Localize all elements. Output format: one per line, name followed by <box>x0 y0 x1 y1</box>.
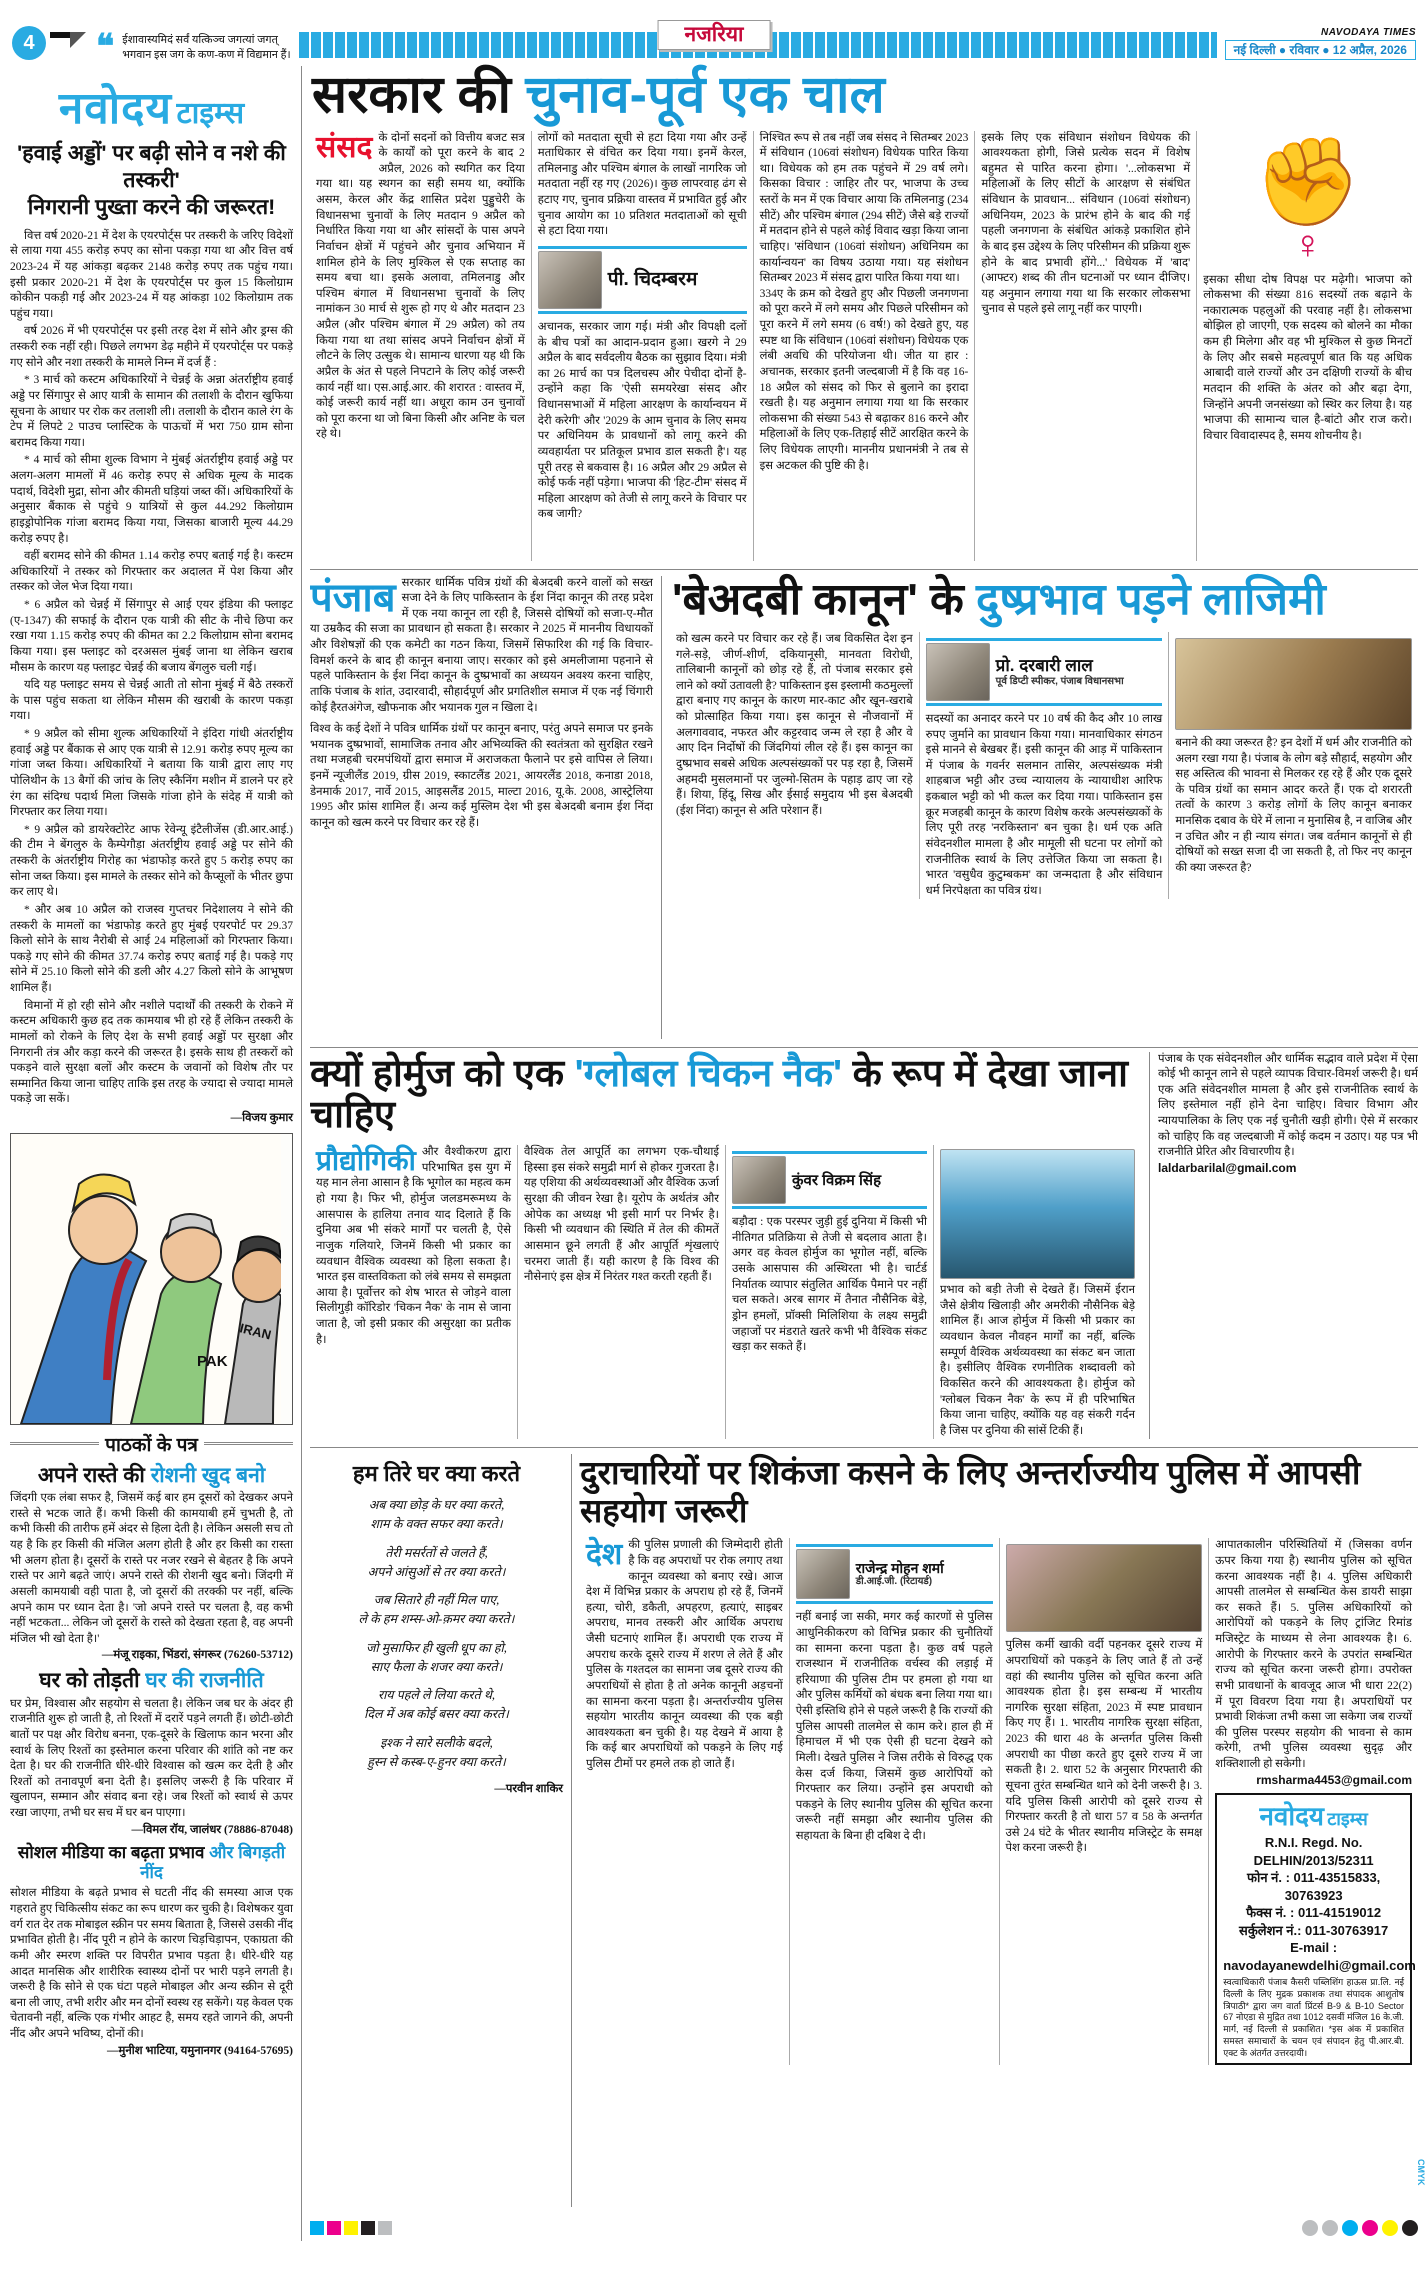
editorial-paragraph: विमानों में हो रही सोने और नशीले पदार्थों की तस्करी के रोकने में कस्टम अधिकारी कुछ हद तक कामयाब भी हो रहे हैं लेकिन तस्करी के मामलों को रोकने के लिए देश के सभी हवाई अड्डों पर सुरक्षा और निगरानी तंत्र और कड़ा करने की जरूरत है। इसके साथ ही तस्करों को पकड़ने वाले सुरक्षा बलों और कस्टम के जवानों को विशेष तौर पर सम्मानित किया जाना चाहिए ताकि इस तरह के ज्यादा से ज्यादा मामले पकड़े जा सकें। <box>10 999 293 1106</box>
letter-2 <box>10 1668 293 1836</box>
page-header <box>10 6 1418 67</box>
lead-col-4 <box>975 131 1197 561</box>
lead-col-1 <box>310 131 532 561</box>
beadabi-author-title: पूर्व डिप्टी स्पीकर, पंजाब विधानसभा <box>995 675 1124 687</box>
poem-box <box>310 1454 572 2207</box>
hormuz-kicker: प्रौद्योगिकी <box>316 1145 416 1177</box>
editorial-paragraph: * 9 अप्रैल को डायरेक्टोरेट आफ रेवेन्यू इंटैलीजेंस (डी.आर.आई.) की टीम ने बेंगलुरु के कैम्पेगौड़ा अंतर्राष्ट्रीय हवाई अड्डे पर सोने की तस्करी के अंतर्राष्ट्रीय गिरोह का भंडाफोड़ करते हुए 5 करोड़ रुपए का सोना जब्त किया। इस मामले के तस्कर सोने को कैप्सूलों के भीतर छुपा कर लाए थे। <box>10 823 293 899</box>
imprint-masthead-word2: टाइम्स <box>1327 1808 1368 1829</box>
editorial-paragraph: वित्त वर्ष 2020-21 में देश के एयरपोर्ट्स पर तस्करी के जरिए विदेशों से लाया गया 455 करोड़ रुपए का सोना पकड़ा गया था और वित्त वर्ष 2023-24 में यह आंकड़ा बढ़कर 2148 करोड़ रुपए तक पहुंच गया। इसी प्रकार 2020-21 में देश के एयरपोर्ट्स पर कुल 15 किलोग्राम कोकीन पकड़ी गई और 2023-24 में यह आंकड़ा 102 किलोग्राम तक पहुंच गया। <box>10 229 293 320</box>
masthead-word1: नवोदय <box>58 84 173 133</box>
gray-dot <box>1322 2220 1338 2236</box>
beadabi-col-2-text: सदस्यों का अनादर करने पर 10 वर्ष की कैद और 10 लाख रुपए जुर्माने का प्रावधान किया गया। मानवाधिकार संगठन इसे मानने से बेखबर हैं। इसी कानून की आड़ में पाकिस्तान में पंजाब के गवर्नर सलमान तासिर, अल्पसंख्यक मंत्री शाहबाज भट्टी और उच्च न्यायालय के न्यायाधीश आरिफ इकबाल भट्टी को भी कत्ल कर दिया गया। पाकिस्तान इस क्रूर मजहबी कानून के कारण विशेष करके अल्पसंख्यकों के लिए पूरी तरह 'नरकिस्तान' बन चुका है। धर्म एक अति संवेदनशील मामला है और मामूली सी घटना पर लोगों को राजनीतिक स्वार्थ के लिए उत्तेजित किया जा सकता है। भारत 'वसुधैव कुटुम्बकम' का जन्मदाता है और संविधान धर्म निरपेक्षता का पवित्र ग्रंथ। <box>925 712 1163 897</box>
lead-col-2 <box>532 131 754 561</box>
hormuz-headline-blue: 'ग्लोबल चिकन नैक' <box>574 1052 843 1095</box>
hormuz-col-1 <box>310 1145 518 1439</box>
beadabi-author-name: प्रो. दरबारी लाल <box>995 656 1093 676</box>
editorial-signature: —विजय कुमार <box>230 1112 293 1124</box>
letter-2-title-black: घर को तोड़ती <box>39 1669 146 1693</box>
police-col-2-text: नहीं बनाई जा सकी, मगर कई कारणों से पुलिस आधुनिकीकरण को विभिन्न प्रकार की चुनौतियों का सामना करना पड़ता है। कुछ वर्ष पहले राजस्थान में राजनीतिक वर्चस्व की लड़ाई में हरियाणा की पुलिस टीम पर हमला हो गया था और पुलिस कर्मियों को बंधक बना लिया गया था। ऐसी इस्तिथि होने से पहले जरूरी है कि राज्यों की पुलिस आपसी तालमेल से काम करे। हाल ही में हिमाचल में भी एक ऐसी ही घटना देखने को मिली। देखते पुलिस ने जिस तरीके से विरुद्ध एक केस दर्ज किया, जिसमें कुछ आरोपियों को गिरफ्तार कर लिया। उन्होंने इस अपराधी को पकड़ने के लिए स्थानीय पुलिस की सूचित करना जरूरी नहीं समझा और स्थानीय पुलिस की सहायता के बिना ही दबिश दे दी। <box>795 1611 993 1843</box>
masthead-flag-icon <box>50 32 90 62</box>
letters-section-title: पाठकों के पत्र <box>105 1435 198 1456</box>
police-col-3-text: पुलिस कर्मी खाकी वर्दी पहनकर दूसरे राज्य में अपराधियों को पकड़ने के लिए जाते हैं तो उन्हें वहां की स्थानीय पुलिस को सूचित करना अति आवश्यक होता है। इस सम्बन्ध में भारतीय नागरिक सुरक्षा संहिता, 2023 में स्पष्ट प्रावधान किए गए हैं। 1. भारतीय नागरिक सुरक्षा संहिता, 2023 की धारा 48 के अन्तर्गत पुलिस किसी अपराधी का पीछा करते हुए दूसरे राज्य में जा सकती है। 2. धारा 52 के अनुसार गिरफ्तारी की सूचना तुरंत सम्बन्धित थाने को देनी जरूरी है। 3. यदि पुलिस किसी आरोपी को दूसरे राज्य से गिरफ्तार करती है तो धारा 57 व 58 के अन्तर्गत उसे 24 घंटे के भीतर स्थानीय मजिस्ट्रेट के समक्ष पेश करना जरूरी है। <box>1005 1639 1203 1855</box>
police-article <box>572 1454 1418 2207</box>
lead-col-4-text: इसके लिए एक संविधान संशोधन विधेयक की आवश्यकता होगी, जिसे प्रत्येक सदन में विशेष बहुमत से पारित करना होगा। '...लोकसभा में महिलाओं के लिए सीटों के आरक्षण से संबंधित संविधान के प्रावधान... संविधान (106वां संशोधन) अधिनियम, 2023 के प्रारंभ होने के बाद की गई पहली जनगणना के संबंधित आंकड़े प्रकाशित होने के बाद इस उद्देश्य के लिए परिसीमन की प्रक्रिया शुरू होने के बाद प्रभावी होंगे...' विधेयक में 'बाद' (आफ्टर) शब्द की तीन घटनाओं पर ध्यान दीजिए। यह अनुमान लगाया गया था कि सरकार लोकसभा चुनाव से पहले इसे लागू नहीं कर पाएगी। <box>981 131 1191 316</box>
lead-article-columns <box>310 131 1418 561</box>
editorial-headline-line2: निगरानी पुख्ता करने की जरूरत! <box>27 194 276 219</box>
lead-col-2-text-b: अचानक, सरकार जाग गई। मंत्री और विपक्षी दलों के बीच पत्रों का आदान-प्रदान हुआ। खरगे ने 29 अप्रैल के बाद सर्वदलीय बैठक का सुझाव दिया। मंत्री का 26 मार्च का पत्र दिलचस्प और पेचीदा दोनों है-उन्होंने कहा कि 'ऐसी समयरेखा संसद और विधानसभाओं में महिला आरक्षण के कार्यान्वयन में देरी करेगी' और '2029 के आम चुनाव के लिए समय पर अधिनियम के प्रावधानों को लागू करने की व्यवहार्यता पर प्रतिकूल प्रभाव डाल सकती है'। यह पूरी तरह से बकवास है। 16 अप्रैल और 29 अप्रैल से कोई फर्क नहीं पड़ेगा। भाजपा की 'हिट-टीम' संसद में महिला आरक्षण को तेजी से लागू करने के विचार पर कब जागी? <box>537 320 747 521</box>
dateline: नई दिल्ली ● रविवार ● 12 अप्रैल, 2026 <box>1225 40 1416 60</box>
police-col-2 <box>790 1538 1000 2065</box>
letter-1-title <box>10 1463 293 1488</box>
hormuz-headline-black2: के रूप में देखा जाना चाहिए <box>310 1052 1128 1137</box>
press-registration-marks <box>310 2215 1418 2241</box>
cartoon-label-iran: IRAN <box>238 1320 273 1343</box>
lead-col-5 <box>1197 131 1418 561</box>
header-right <box>1225 27 1416 60</box>
letter-3 <box>10 1843 293 2058</box>
hormuz-col-1-text: और वैश्वीकरण द्वारा परिभाषित इस युग में यह मान लेना आसान है कि भूगोल का महत्व कम हो गया है। फिर भी, होर्मुज जलडमरूमध्य के आसपास के हालिया तनाव याद दिलाते हैं कि दुनिया अब भी संकरे मार्गों पर चलती है, ऐसे नाजुक गलियारे, जिनमें किसी भी प्रकार का व्यवधान वैश्विक व्यवस्था को हिला सकता है। भारत इस वास्तविकता को लंबे समय से समझता आया है। पूर्वोत्तर को शेष भारत से जोड़ने वाला सिलीगुड़ी कॉरिडोर 'चिकन नैक' के नाम से जाना जाता है, जो इसी प्रकार की असुरक्षा का प्रतीक है। <box>316 1146 511 1346</box>
cartoon-label-pak: PAK <box>197 1353 228 1370</box>
imprint-fineprint: स्वत्वाधिकारी पंजाब कैसरी पब्लिशिंग हाऊस प्रा.लि. नई दिल्ली के लिए मुद्रक प्रकाशक तथा संपादक आशुतोष त्रिपाठी* द्वारा जग वार्ता प्रिंटर्स B-9 & B-10 Sector 67 नोएडा से मुद्रित तथा 1012 दसवीं मंजिल 16 के.जी. मार्ग, नई दिल्ली से प्रकाशित। *इस अंक में प्रकाशित समस्त समाचारों के चयन एवं संपादन हेतु पी.आर.बी. एक्ट के अंतर्गत उत्तरदायी। <box>1223 1977 1404 2058</box>
editorial-cartoon <box>10 1133 293 1425</box>
women-reservation-fist-icon: ✊ ♀ <box>1254 133 1362 267</box>
fourth-band <box>310 1447 1418 2207</box>
imprint-masthead-word1: नवोदय <box>1259 1800 1324 1831</box>
cyan-square <box>310 2221 324 2235</box>
poem-couplet: तेरी मसर्रतों से जलते हैं, अपने आंसुओं से तर क्या करते। <box>367 1545 506 1579</box>
editorial-paragraph: वहीं बरामद सोने की कीमत 1.14 करोड़ रुपए बताई गई है। कस्टम अधिकारियों ने तस्कर को गिरफ्तार कर अदालत में पेश किया और तस्कर को जेल भेज दिया गया। <box>10 550 293 594</box>
author-photo-chidambaram <box>538 251 602 309</box>
letter-1 <box>10 1463 293 1662</box>
punjab-kicker: पंजाब <box>310 575 396 620</box>
letter-2-title <box>10 1668 293 1693</box>
lead-author-card <box>538 246 747 314</box>
author-photo-darbari-lal <box>926 643 990 701</box>
letter-1-body: जिंदगी एक लंबा सफर है, जिसमें कई बार हम दूसरों को देखकर अपने रास्ते से भटक जाते हैं। कभी किसी की कामयाबी हमें चुभती है, तो कभी किसी की तारीफ हमें अंदर से हिला देती है। लेकिन असली सच तो यह है कि हर किसी की मंजिल अलग होती है और हर किसी का रास्ता भी अलग होता है। दूसरों के रास्ते पर नजर रखने से बेहतर है कि अपने रास्ते पर आगे बढ़ते जाएं। अपने रास्ते की रोशनी खुद बनो। जिंदगी में असली कामयाबी वही पाता है, जो दूसरों की तरक्की पर नहीं, बल्कि अपने काम पर ध्यान देता है। 'जो अपने रास्ते पर चलता है, वह कभी नहीं भटकता... लेकिन जो दूसरों के रास्ते को देखता रहता है, वह अपनी मंजिल भी खो देता है।' <box>10 1492 293 1645</box>
hormuz-headline-black1: क्यों होर्मुज को एक <box>310 1052 575 1095</box>
motto-line2: भगवान इस जग के कण-कण में विद्यमान हैं। <box>122 48 291 61</box>
gray-square <box>378 2221 392 2235</box>
hormuz-headline <box>310 1054 1141 1138</box>
police-col-1-text: की पुलिस प्रणाली की जिम्मेदारी होती है कि वह अपराधों पर रोक लगाए तथा कानून व्यवस्था को बनाए रखे। आज देश में विभिन्न प्रकार के अपराध हो रहे हैं, जिनमें हत्या, चोरी, डकैती, अपहरण, हत्याएं, साइबर अपराध, मानव तस्करी और आर्थिक अपराध जैसी घटनाएं शामिल हैं। अपराधी एक राज्य में अपराध करके दूसरे राज्य में शरण ले लेते हैं और पुलिस के गश्तदल का सामना जब दूसरे राज्य की अपराधियों से होता है तो अनेक कानूनी अड़चनों का सामना करना पड़ता है। अन्तर्राज्यीय पुलिस सहयोग भारतीय कानून व्यवस्था की एक बड़ी आवश्यकता बन चुकी है। यह देखने में आया है कि कई बार अपराधियों को पकड़ने के लिए गई पुलिस टीमों पर हमले तक हो जाते हैं। <box>586 1539 783 1771</box>
beadabi-col-2 <box>920 632 1170 900</box>
police-col-1 <box>580 1538 790 2065</box>
police-kicker: देश <box>586 1538 623 1572</box>
lead-col-3-text-a: निश्चित रूप से तब नहीं जब संसद ने सितम्बर 2023 में संविधान (106वां संशोधन) विधेयक पारित किया था। विधेयक को हम तक पहुंचने में 29 वर्ष लगे। किसका विचार : जाहिर तौर पर, भाजपा के उच्च स्तरों के मन में एक विचार आया कि तमिलनाडु (234 सीटें) और पश्चिम बंगाल (294 सीटें) जैसे बड़े राज्यों में मतदान होने से पहले कोई विवाद खड़ा किया जाना चाहिए। 'संविधान (106वां संशोधन) अधिनियम का कार्यान्वयन' का विषय उठाया गया। यह संशोधन सितम्बर 2023 में संसद द्वारा पारित किया गया था। <box>759 131 969 285</box>
beadabi-headline-blue: दुष्प्रभाव पड़ने लाजिमी <box>976 574 1326 624</box>
punjab-article <box>310 576 662 1039</box>
lead-col-1-text: के दोनों सदनों को वित्तीय बजट सत्र के कार्यों को पूरा करने के बाद 2 अप्रैल, 2026 को स्थगित कर दिया गया था। यह स्थगन का सही समय था, क्योंकि असम, केरल और केंद्र शासित प्रदेश पुड्डुचेरी के विधानसभा चुनावों के लिए मतदान 9 अप्रैल को निर्धारित किया गया था और सांसदों के पास अपने निर्वाचन क्षेत्रों में पहुंचने और चुनाव अभियान में शामिल होने के लिए मुश्किल से एक सप्ताह का समय बचा था। इसके अलावा, तमिलनाडु और पश्चिम बंगाल में विधानसभा चुनावों के लिए नामांकन 30 मार्च से शुरू हो गए थे और मतदान 23 अप्रैल (और पश्चिम बंगाल में 29 अप्रैल) को तय किया गया था तथा सांसद अपने निर्वाचन क्षेत्रों में लौटने के लिए उत्सुक थे। सामान्य धारणा यह थी कि अप्रैल के अंत से पहले निपटाने के लिए कोई जरूरी कार्य नहीं था। एस.आई.आर. की शरारत : वास्तव में, कोई जरूरी कार्य नहीं था। अधूरा काम उन चुनावों को पूरा करना था जो बिना किसी और अनिष्ट के चल रहे थे। <box>316 131 525 441</box>
punjab-body-2: विश्व के कई देशों ने पवित्र धार्मिक ग्रंथों पर कानून बनाए, परंतु अपने समाज पर इनके भयानक दुष्प्रभावों, सामाजिक तनाव और अभिव्यक्ति की स्वतंत्रता को सुरक्षित रखने तथा मजहबी चरमपंथियों द्वारा समाज में अराजकता फैलाने पर इसे वापिस ले लिया। इनमें न्यूजीलैंड 2019, ग्रीस 2019, स्काटलैंड 2021, आयरलैंड 2018, कनाडा 2018, डेनमार्क 2017, नार्वे 2015, आइसलैंड 2015, माल्टा 2016, यू.के. 2008, आस्ट्रेलिया 1995 और फ्रांस शामिल हैं। अन्य कई मुस्लिम देश भी इस बेअदबी बनाम ईश निंदा कानून को खत्म करने पर विचार कर रहे हैं। <box>310 723 653 829</box>
imprint-box <box>1215 1793 1416 2066</box>
letter-3-body: सोशल मीडिया के बढ़ते प्रभाव से घटती नींद की समस्या आज एक गहराते हुए चिकित्सीय संकट का रूप धारण कर चुकी है। विशेषकर युवा वर्ग रात देर तक मोबाइल स्क्रीन पर समय बिताता है, जिससे उसकी नींद प्रभावित होती है। नींद पूरी न होने के कारण चिड़चिड़ापन, एकाग्रता की कमी और स्मरण शक्ति पर विपरीत प्रभाव पड़ता है। धीरे-धीरे यह आदत मानसिक और शारीरिक स्वास्थ्य दोनों पर भारी पड़ने लगती है। जरूरी है कि सोने से एक घंटा पहले मोबाइल और अन्य स्क्रीन से दूरी बना ली जाए, तभी शरीर और मन दोनों स्वस्थ रह सकेंगे। यह केवल एक चेतावनी नहीं, बल्कि एक गंभीर आहट है, समय रहते जागने की, अपनी नींद और अपने भविष्य, दोनों की। <box>10 1887 293 2041</box>
regmarks-right <box>1302 2220 1418 2236</box>
lead-headline <box>312 68 1418 123</box>
motto-line1: ईशावास्यमिदं सर्वं यत्किञ्च जगत्यां जगत् <box>122 34 278 47</box>
quote-icon: ❝ <box>96 27 115 67</box>
cyan-dot <box>1342 2220 1358 2236</box>
poem-couplet: राय पहले ले लिया करते थे, दिल में अब कोई बसर क्या करते। <box>364 1688 509 1722</box>
hormuz-col-4-text: प्रभाव को बड़ी तेजी से देखते हैं। जिसमें ईरान जैसे क्षेत्रीय खिलाड़ी और अमरीकी नौसैनिक बेड़े शामिल हैं। आज होर्मुज में किसी भी प्रकार का व्यवधान केवल नौवहन मार्गों का नहीं, बल्कि सम्पूर्ण वैश्विक अर्थव्यवस्था का संकट बन जाता है। इसीलिए वैश्विक रणनीतिक शब्दावली को विकसित करने की आवश्यकता है। होर्मुज को 'ग्लोबल चिकन नैक' के रूप में ही परिभाषित किया जाना चाहिए, क्योंकि यह वह संकरी गर्दन है जिस पर दुनिया की सांसें टिकी हैं। <box>940 1284 1135 1437</box>
beadabi-columns <box>670 632 1418 900</box>
masthead-word2: टाइम्स <box>176 97 245 130</box>
lead-col-3-text-b: 334ए के क्रम को देखते हुए और पिछली जनगणना को पूरा करने में लगे समय और पिछले परिसीमन को पूरा करने में लगे समय (6 वर्ष!) को देखते हुए, यह स्पष्ट था कि संविधान (106वां संशोधन) विधेयक एक लंबी अवधि की परियोजना थी। जीत या हार : अचानक, सरकार इतनी जल्दबाजी में है कि वह 16-18 अप्रैल को संसद को फिर से बुलाने का इरादा रखती है। यह अनुमान लगाया गया था कि सरकार लोकसभा की संख्या 543 से बढ़ाकर 816 करने और महिलाओं के लिए एक-तिहाई सीटें आरक्षित करने के लिए विधेयक लाएगी। माननीय प्रधानमंत्री ने तब से इस अटकल की पुष्टि की है। <box>759 287 969 472</box>
imprint-rni: R.N.I. Regd. No. DELHIN/2013/52311 <box>1253 1835 1374 1868</box>
poem-couplet: इश्क ने सारे सलीके बदले, हुस्न से कस्ब-ए-हुनर क्या करते। <box>367 1735 506 1769</box>
author-photo-rm-sharma <box>796 1549 850 1599</box>
hormuz-article <box>310 1052 1150 1440</box>
letter-1-signature: —मंजू राइका, भिंडरां, संगरूर (76260-53712) <box>101 1649 293 1662</box>
hormuz-col-2 <box>518 1145 726 1439</box>
hormuz-author-name: कुंवर विक्रम सिंह <box>792 1171 882 1189</box>
poem-signature: —परवीन शाकिर <box>494 1783 563 1796</box>
main-area <box>302 66 1418 2241</box>
police-columns <box>580 1538 1418 2065</box>
brand-name: NAVODAYA TIMES <box>1321 27 1416 38</box>
poem-couplet: जब सितारे ही नहीं मिल पाए, ले के हम शम्स-ओ-क़मर क्या करते। <box>358 1593 515 1627</box>
motto <box>122 33 290 62</box>
beadabi-headline-black: 'बेअदबी कानून' के <box>672 574 977 624</box>
author-photo-vikram-singh <box>732 1156 786 1204</box>
yellow-dot <box>1382 2220 1398 2236</box>
lead-headline-black: सरकार की <box>312 66 526 124</box>
letter-2-title-blue: घर की राजनीति <box>145 1669 264 1693</box>
imprint-email: E-mail : navodayanewdelhi@gmail.com <box>1223 1940 1416 1973</box>
editorial-paragraph: यदि यह फ्लाइट समय से चेन्नई आती तो सोना मुंबई में बैठे तस्करों के पास पहुंच सकता था लेकिन मौसम की खराबी के कारण पकड़ा गया। <box>10 679 293 723</box>
left-rail <box>10 66 302 2241</box>
letter-3-title <box>10 1843 293 1884</box>
masthead <box>10 76 293 136</box>
lead-col-2-text-a: लोगों को मतदाता सूची से हटा दिया गया और उन्हें मताधिकार से वंचित कर दिया गया। इनमें केरल, तमिलनाडु और पश्चिम बंगाल के लाखों नागरिक जो मतदाता नहीं रह गए (2026)। कुछ लापरवाह ढंग से हटाए गए, चुनाव प्रक्रिया वास्तव में प्रभावित हुई और चुनाव आयोग का 10 प्रतिशत मतदाताओं को सूची से हटा दिया गया। <box>537 131 747 238</box>
letters-rule-left <box>10 1442 99 1447</box>
second-band <box>310 569 1418 1039</box>
police-author-title: डी.आई.जी. (रिटायर्ड) <box>855 1576 933 1588</box>
letter-1-title-black: अपने रास्ते की <box>37 1464 151 1487</box>
police-col-4-text: आपातकालीन परिस्थितियों में (जिसका वर्णन ऊपर किया गया है) स्थानीय पुलिस को सूचित करना आवश्यक नहीं है। 4. पुलिस अधिकारी आपसी तालमेल से सम्बन्धित केस डायरी साझा कर सकते हैं। 5. पुलिस अधिकारियों को आरोपियों को पकड़ने के लिए ट्रांजिट रिमांड मजिस्ट्रेट के माध्यम से लेना आवश्यक है। 6. आरोपी के गिरफ्तार करने के उपरांत सम्बन्धित राज्य को सूचित करना जरूरी होगा। उपरोक्त सभी प्रावधानों के बावजूद आज भी धारा 22(2) में पूरा विवरण दिया गया है। अपराधियों पर प्रभावी शिकंजा तभी कसा जा सकेगा जब राज्यों की पुलिस परस्पर सहयोग की भावना से काम करेगी, तभी पुलिस व्यवस्था सुदृढ़ और शक्तिशाली हो सकेगी। <box>1215 1539 1412 1771</box>
magenta-dot <box>1362 2220 1378 2236</box>
hormuz-author-card <box>732 1151 927 1209</box>
hormuz-col-3-text: बड़ौदा : एक परस्पर जुड़ी हुई दुनिया में किसी भी नीतिगत प्रतिक्रिया से तेजी से बदलाव आता है। अगर वह केवल होर्मुज का भूगोल नहीं, बल्कि उसके आसपास की अस्थिरता भी है। चार्टर्ड निर्यातक व्यापार संतुलित आर्थिक पैमाने पर नहीं चल सकते। अरब सागर में तैनात नौसैनिक बेड़े, ड्रोन हमलों, प्रॉक्सी मिलिशिया के लक्ष्य समुद्री जहाजों पर मंडराते खतरे कभी भी वैश्विक संकट खड़ा कर सकते हैं। <box>732 1216 927 1354</box>
letters-rule-right <box>204 1442 293 1447</box>
third-band <box>310 1047 1418 1440</box>
lead-headline-blue: चुनाव-पूर्व एक चाल <box>525 66 885 124</box>
letter-2-body: घर प्रेम, विश्वास और सहयोग से चलता है। लेकिन जब घर के अंदर ही राजनीति शुरू हो जाती है, तो रिश्तों में दरारें पड़ने लगती हैं। छोटी-छोटी बातों पर पक्ष और विरोध बनना, एक-दूसरे के खिलाफ कान भरना और स्वार्थ के लिए रिश्तों का इस्तेमाल करना परिवार की शांति को नष्ट कर देता है। घर की राजनीति धीरे-धीरे विश्वास को खत्म कर देती है और रिश्तों को तनावपूर्ण बना देती है। इसलिए जरूरी है कि परिवार में खुलापन, सम्मान और संवाद बना रहे। जब रिश्तों को स्वार्थ से ऊपर रखा जाएगा, तभी घर सच में घर बन पाएगा। <box>10 1697 293 1819</box>
imprint-phone: फोन नं. : 011-43515833, 30763923 <box>1246 1870 1381 1903</box>
letters-section-header <box>10 1431 293 1457</box>
editorial-body <box>10 229 293 1108</box>
magenta-square <box>327 2221 341 2235</box>
lead-kicker: संसद <box>316 130 373 164</box>
editorial-paragraph: * 3 मार्च को कस्टम अधिकारियों ने चेन्नई के अन्ना अंतर्राष्ट्रीय हवाई अड्डे पर सिंगापुर से आए यात्री के सामान की तलाशी के दौरान खुफिया सूचना के आधार पर रोक कर तलाशी ली। तलाशी के दौरान काले रंग के टेप में लिपटे 2 पाउच प्लास्टिक के पाऊचों में भरा 750 ग्राम सोना बरामद किया गया। <box>10 374 293 449</box>
gavel-photo <box>1175 638 1412 730</box>
beadabi-sidebar-text: पंजाब के एक संवेदनशील और धार्मिक सद्भाव वाले प्रदेश में ऐसा कोई भी कानून लाने से पहले व्यापक विचार-विमर्श जरूरी है। धर्म एक अति संवेदनशील मामला है और इसे राजनीतिक स्वार्थ के लिए इस्तेमाल नहीं होने देना चाहिए। विचार विभाग और न्यायपालिका के लिए एक नई चुनौती खड़ी होगी। ऐसे में सरकार को चाहिए कि वह जल्दबाजी में कोई कदम न उठाए। यह पत्र भी राजनीति प्रेरित और विचारणीय है। <box>1158 1052 1418 1159</box>
cmyk-label: CMYK <box>1416 2158 1426 2185</box>
hormuz-col-3 <box>726 1145 934 1439</box>
section-title: नजरिया <box>684 23 744 46</box>
police-author-email: rmsharma4453@gmail.com <box>1256 1772 1412 1787</box>
yellow-square <box>344 2221 358 2235</box>
black-dot <box>1402 2220 1418 2236</box>
lead-author-name: पी. चिदम्बरम <box>607 269 698 291</box>
lead-col-3 <box>754 131 976 561</box>
black-square <box>361 2221 375 2235</box>
hormuz-columns <box>310 1145 1141 1439</box>
strait-of-hormuz-photo <box>940 1149 1135 1279</box>
lead-article <box>310 68 1418 561</box>
beadabi-article <box>662 576 1418 1039</box>
editorial-paragraph: * 4 मार्च को सीमा शुल्क विभाग ने मुंबई अंतर्राष्ट्रीय हवाई अड्डे पर अलग-अलग मामलों में 46 करोड़ रुपए से अधिक मूल्य के मादक पदार्थ, विदेशी मुद्रा, सोना और कीमती घड़ियां जब्त कीं। अधिकारियों के अनुसार बैंकाक से पहुंचे 9 यात्रियों से कुल 44.292 किलोग्राम हाइड्रोपोनिक गांजा बरामद किया गया, जिसका बाजारी मूल्य 44.29 करोड़ रुपए है। <box>10 454 293 545</box>
editorial-paragraph: * और अब 10 अप्रैल को राजस्व गुप्तचर निदेशालय ने सोने की तस्करी के मामलों का भंडाफोड़ करते हुए मुंबई एयरपोर्ट पर 29.37 किलो सोने के साथ नैरोबी से आई 24 महिलाओं को गिरफ्तार किया। पकड़े गए सोने की कीमत 37.74 करोड़ रुपए बताई गई है। पकड़े गए सोने में 25.10 किलो सोने की डली और 4.27 किलो सोने के आभूषण शामिल हैं। <box>10 903 293 994</box>
poem-title: हम तिरे घर क्या करते <box>352 1461 521 1487</box>
gray-dot <box>1302 2220 1318 2236</box>
letter-3-signature: —मुनीश भाटिया, यमुनानगर (94164-57695) <box>106 2044 293 2057</box>
punjab-body-1: सरकार धार्मिक पवित्र ग्रंथों की बेअदबी करने वालों को सख्त सजा देने के लिए पाकिस्तान के ईश निंदा कानून की तरह प्रदेश में एक नया कानून ला रही है, जिससे दोषियों को सजा-ए-मौत या उम्रकैद की सजा का प्रावधान हो सकता है। सरकार ने 2025 में माननीय विधायकों और विशेषज्ञों की एक कमेटी का गठन किया, जिसमें सिफारिश की गई कि विचार-विमर्श करने के बाद ही कानून बनाया जाए। सरकार को इसे अमलीजामा पहनाने से पहले पाकिस्तान के ईश निंदा कानून के दुष्प्रभावों का अध्ययन अवश्य करना चाहिए, ताकि पंजाब के शांत, उदारवादी, सौहार्दपूर्ण और प्रगतिशील समाज में एक नई चिंगारी कोई हैरतअंगेज, खौफनाक और भयानक गुल न खिला दे। <box>310 576 653 714</box>
editorial-paragraph: वर्ष 2026 में भी एयरपोर्ट्स पर इसी तरह देश में सोने और ड्रग्स की तस्करी रुक नहीं रही। पिछले लगभग डेढ़ महीने में एयरपोर्ट्स पर पकड़े गए सोने और नशा तस्करी के मामले निम्न में दर्ज हैं : <box>10 325 293 369</box>
beadabi-col-3 <box>1169 632 1418 900</box>
editorial-headline-line1: 'हवाई अड्डों' पर बढ़ी सोने व नशे की तस्करी' <box>17 141 286 192</box>
hormuz-col-4 <box>934 1145 1141 1439</box>
editorial-headline <box>10 140 293 221</box>
imprint-fax: फैक्स नं. : 011-41519012 <box>1246 1905 1382 1921</box>
imprint-masthead <box>1223 1799 1404 1834</box>
editorial-paragraph: * 9 अप्रैल को सीमा शुल्क अधिकारियों ने इंदिरा गांधी अंतर्राष्ट्रीय हवाई अड्डे पर बैंकाक से आए एक यात्री से 12.91 करोड़ रुपए मूल्य का गांजा जब्त किया। अधिकारियों ने बताया कि यात्री द्वारा लाए गए पोलिथीन के 13 बैगों की जांच के लिए स्कैनिंग मशीन में डालने पर हरे रंग का संदिग्ध पदार्थ मिला जिसके गांजा होने के संदेह में यात्री को गिरफ्तार कर लिया गया। <box>10 728 293 819</box>
poem-couplet: अब क्या छोड़ के घर क्या करते, शाम के वक्त सफर क्या करते। <box>368 1498 505 1532</box>
regmarks-left <box>310 2221 392 2235</box>
beadabi-col-3-text: बनाने की क्या जरूरत है? इन देशों में धर्म और राजनीति को अलग रखा गया है। पंजाब के लोग बड़े सौहार्द, सहयोग और सह अस्तित्व की भावना से मिलकर रह रहे हैं और एक दूसरे के पवित्र ग्रंथों का समान आदर करते हैं। एक दो शरारती तत्वों के कारण 3 करोड़ लोगों के लिए कानून बनाकर मानसिक दबाव के घेरे में लाना न मुनासिब है, न वाजिब और न उचित और न ही न्याय संगत। जब वर्तमान कानूनों से ही दोषियों को सख्त सजा दी जा सकती है, तो फिर नए कानून की क्या जरूरत है? <box>1175 736 1413 874</box>
poem-couplet: जो मुसाफिर ही खुली धूप का हो, साए फैला के शजर क्या करते। <box>366 1640 507 1674</box>
police-scene-photo <box>1006 1544 1203 1632</box>
beadabi-author-card <box>926 638 1163 706</box>
letter-2-signature: —विमल रॉय, जालंधर (78886-87048) <box>131 1823 293 1836</box>
letter-3-title-blue: और बिगड़ती नींद <box>140 1842 286 1883</box>
police-author-name: राजेन्द्र मोहन शर्मा <box>855 1560 944 1577</box>
page-number: 4 <box>12 26 46 60</box>
imprint-circulation: सर्कुलेशन नं.: 011-30763917 <box>1239 1922 1389 1938</box>
beadabi-sidebar-column <box>1150 1052 1418 1440</box>
police-headline: दुराचारियों पर शिकंजा कसने के लिए अन्तर्राज्यीय पुलिस में आपसी सहयोग जरूरी <box>580 1454 1361 1530</box>
cartoon-drawing <box>11 1134 281 1424</box>
beadabi-author-email: laldarbarilal@gmail.com <box>1158 1160 1297 1175</box>
hormuz-col-2-text: वैश्विक तेल आपूर्ति का लगभग एक-चौथाई हिस्सा इस संकरे समुद्री मार्ग से होकर गुजरता है। यह एशिया की अर्थव्यवस्थाओं और वैश्विक ऊर्जा सुरक्षा की जीवन रेखा है। यूरोप के अर्थतंत्र और ओपेक का अध्यक्ष भी इसी मार्ग पर निर्भर है। किसी भी व्यवधान की स्थिति में तेल की कीमतें आसमान छूने लगती हैं और आपूर्ति शृंखलाएं चरमरा जाती हैं। यही कारण है कि विश्व की नौसेनाएं इस क्षेत्र में निरंतर गश्त करती रहती हैं। <box>524 1146 719 1284</box>
beadabi-col-1-text: को खत्म करने पर विचार कर रहे हैं। जब विकसित देश इन गले-सड़े, जीर्ण-शीर्ण, दकियानूसी, मानवता विरोधी, तालिबानी कानूनों को छोड़ रहे हैं, तो पंजाब सरकार इसे लाने को क्यों उतावली है? पाकिस्तान इस इस्लामी कठमुल्लों द्वारा बनाए गए कानून के कारण मार-काट और खून-खराबे को प्रोत्साहित किया गया। इस कानून से नौजवानों में अलगाववाद, नफरत और कट्टरवाद जन्म ले रहा है और वे आए दिन निर्दोषों की जिंदगियां लील रहे हैं। इस कानून का दुष्प्रभाव सबसे अधिक अल्पसंख्यकों पर पड़ रहा है, जिसमें अहमदी मुसलमानों पर जुल्मो-सितम के पहाड़ ढाए जा रहे हैं। शिया, हिंदू, सिख और ईसाई समुदाय भी इस बेअदबी (ईश निंदा) कानून से अति परेशान हैं। <box>676 632 913 817</box>
lead-col-5-text: इसका सीधा दोष विपक्ष पर मढ़ेगी। भाजपा को लोकसभा की संख्या 816 सदस्यों तक बढ़ाने के नकारात्मक पहलुओं की परवाह नहीं है। लोकसभा बोझिल हो जाएगी, एक सदस्य को बोलने का मौका कम ही मिलेगा और वह भी मुश्किल से कुछ मिनटों के लिए और सबसे महत्वपूर्ण बात कि यह अधिक आबादी वाले राज्यों और उन दक्षिणी राज्यों के बीच मतदान की शक्ति के अंतर को और बढ़ा देगा, जिन्होंने अपनी जनसंख्या को स्थिर कर लिया है। यह भाजपा की सामान्य चाल है-बांटो और राज करो। विचार विवादास्पद है, समय शोचनीय है। <box>1203 273 1412 442</box>
letter-1-title-blue: रोशनी खुद बनो <box>150 1464 266 1487</box>
police-author-card <box>796 1544 993 1604</box>
police-col-4 <box>1209 1538 1418 2065</box>
editorial-paragraph: * 6 अप्रैल को चेन्नई में सिंगापुर से आई एयर इंडिया की फ्लाइट (ए-1347) की सफाई के दौरान एक यात्री की सीट के नीचे छिपा कर रखा गया 1.15 करोड़ रुपए की कीमत का 2.2 किलोग्राम सोना बरामद किया गया। इस फ्लाइट को दरअसल मुंबई जाना था लेकिन खराब मौसम के कारण यह फ्लाइट चेन्नई की बजाय बेंगलुरु चली गई। <box>10 599 293 674</box>
police-col-3 <box>1000 1538 1210 2065</box>
beadabi-col-1 <box>670 632 920 900</box>
section-tab <box>658 20 771 50</box>
letter-3-title-black: सोशल मीडिया का बढ़ता प्रभाव <box>17 1842 210 1862</box>
beadabi-headline <box>672 576 1418 624</box>
